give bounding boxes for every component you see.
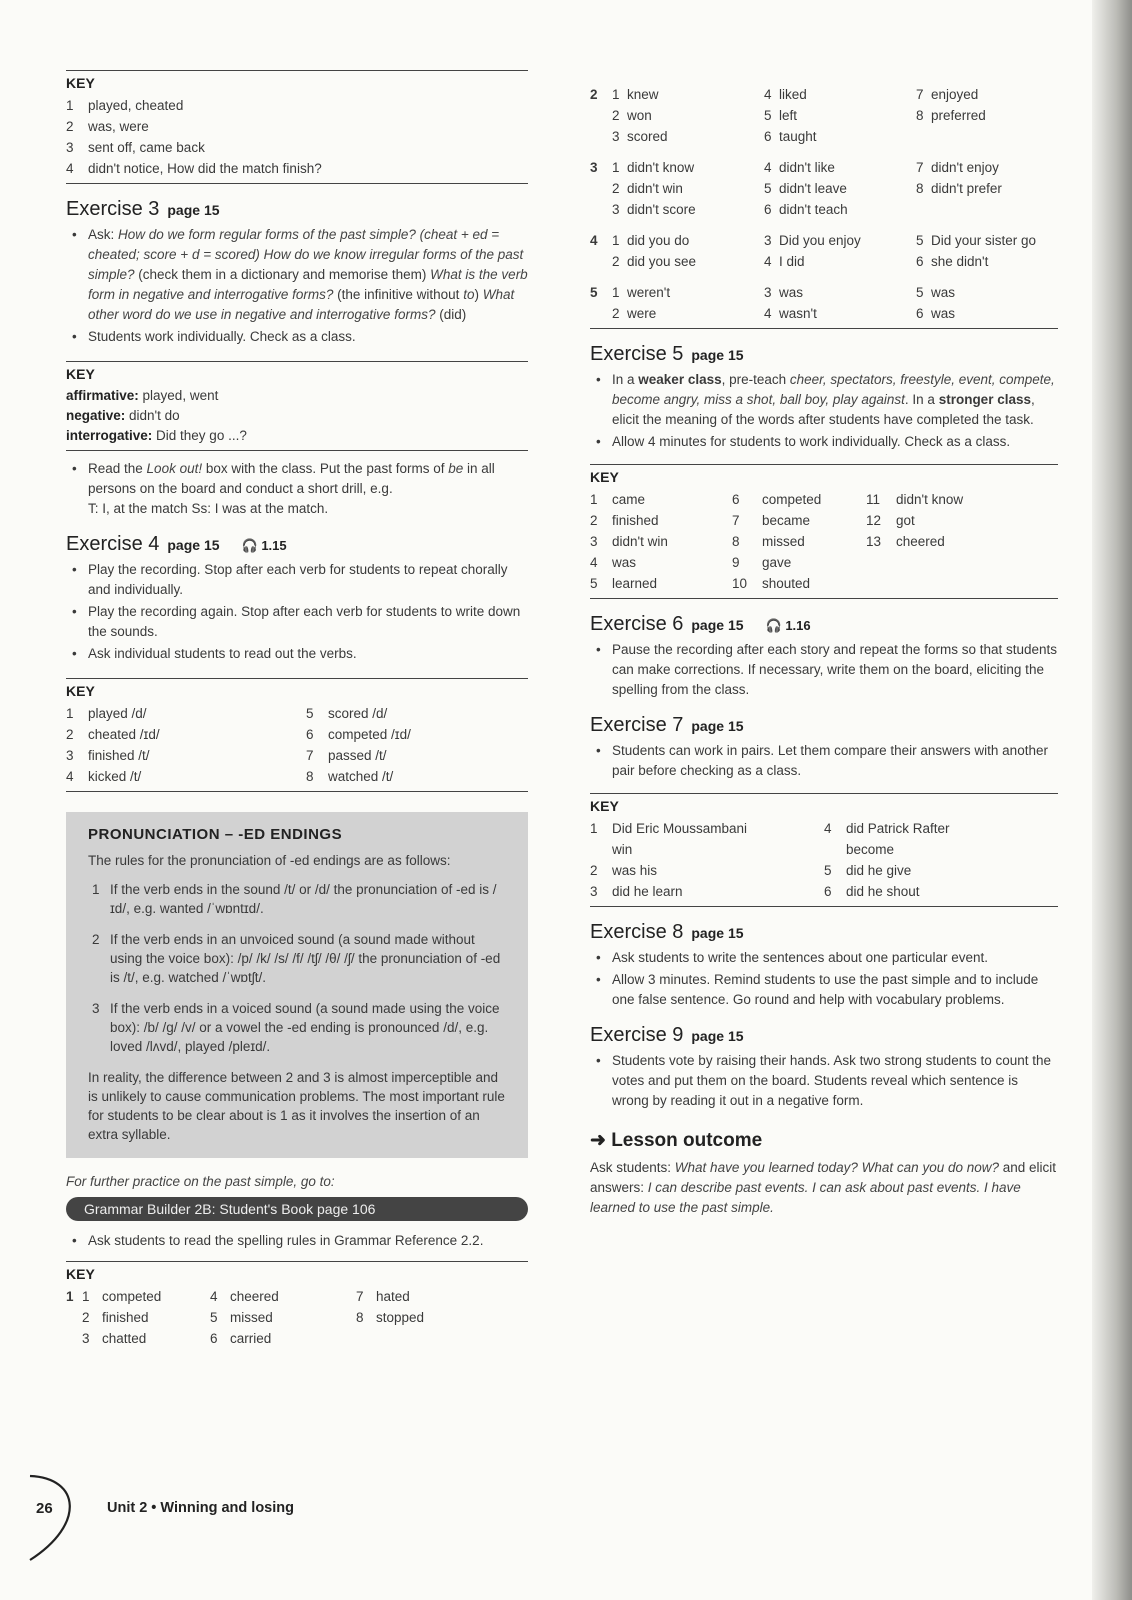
table-row bbox=[590, 84, 1058, 105]
key-label: KEY bbox=[66, 75, 95, 91]
key-cell: 6 taught bbox=[764, 129, 817, 144]
key-label: KEY bbox=[66, 1266, 95, 1282]
key-table: 1 Did Eric Moussambani 4 did Patrick Rafter win become 2 was his 5 did he give 3 did he learn 6 did he shout bbox=[590, 821, 950, 899]
list-item: 1 If the verb ends in the sound /t/ or /d/ the pronunciation of -ed is /ɪd/, e.g. wanted /ˈwɒntɪd/. bbox=[92, 882, 497, 916]
exercise-5-heading: Exercise 5 page 15 bbox=[590, 343, 744, 365]
exercise-4-heading: Exercise 4 page 15 🎧 1.15 bbox=[66, 533, 287, 555]
list-item: 2 was, were bbox=[66, 119, 149, 134]
section-number: 2 bbox=[590, 87, 598, 102]
list-item: • Ask: How do we form regular forms of the past simple? (cheat + ed = cheated; score + d = scored) How do we know irregular forms of the past simple? (check them in a dictionary and memorise them) What is the verb form in negative and interrogative forms? (the infinitive without to) What other word do we use in negative and interrogative forms? (did) bbox=[66, 225, 528, 325]
key-cell: 7 enjoyed bbox=[916, 87, 979, 102]
list-item: • Students vote by raising their hands. Ask two strong students to count the votes and put them on the board. Students reveal which sentence is wrong by reading it out in a negative form. bbox=[590, 1051, 1058, 1111]
section-number bbox=[590, 303, 612, 324]
key-cell: 5 left bbox=[764, 108, 798, 123]
section-number bbox=[590, 126, 612, 157]
exercise-4-bullets bbox=[66, 560, 528, 664]
table-row bbox=[590, 105, 1058, 126]
key-cell: 3 Did you enjoy bbox=[764, 233, 861, 248]
exercise-6-bullets bbox=[590, 640, 1058, 700]
list-item: 3 sent off, came back bbox=[66, 140, 205, 155]
section-number: 4 bbox=[590, 233, 598, 248]
section-number bbox=[590, 178, 612, 199]
list-item: • Allow 3 minutes. Remind students to use the past simple and to include one false sentence. Go round and help with vocabulary problems. bbox=[590, 970, 1058, 1010]
key-cell: 2 did you see bbox=[612, 254, 697, 269]
key-table: 1 came 6 competed 11 didn't know 2 finished 7 became 12 got 3 didn't win 8 missed 13 cheered 4 was 9 gave 5 learned 10 shouted bbox=[590, 492, 964, 591]
pronunciation-outro: In reality, the difference between 2 and 3 is almost imperceptible and is unlikely to cause communication problems. The most important rule for students to be clear about is 1 as it involves the insertion of an extra syllable. bbox=[88, 1070, 505, 1142]
table-row bbox=[590, 126, 1058, 157]
table-row bbox=[590, 251, 1058, 282]
list-item: • Ask students to write the sentences about one particular event. bbox=[590, 948, 1058, 968]
page-edge-shadow bbox=[1092, 0, 1132, 1600]
list-item: 3 If the verb ends in a voiced sound (a sound made using the voice box): /b/ /g/ /v/ or a vowel the -ed ending is pronounced /d/, e.g. loved /lʌvd/, played /pleɪd/. bbox=[92, 1001, 500, 1054]
exercise-8-bullets bbox=[590, 948, 1058, 1010]
section-number bbox=[590, 199, 612, 230]
key-cell: 3 scored bbox=[612, 129, 668, 144]
list-item: 1 played, cheated bbox=[66, 98, 184, 113]
key-cell bbox=[916, 199, 1058, 230]
exercise-7-bullets bbox=[590, 741, 1058, 781]
lesson-outcome-heading: ➜ Lesson outcome bbox=[590, 1130, 763, 1151]
list-item: • Play the recording. Stop after each verb for students to repeat chorally and individually. bbox=[66, 560, 528, 600]
list-item: • Read the Look out! box with the class. Put the past forms of be in all persons on the board and conduct a short drill, e.g. T: I, at the match Ss: I was at the match. bbox=[66, 459, 528, 519]
key-cell: 4 I did bbox=[764, 254, 805, 269]
exercise-8-heading: Exercise 8 page 15 bbox=[590, 921, 744, 943]
exercise-6-heading: Exercise 6 page 15 🎧 1.16 bbox=[590, 613, 811, 635]
key-cell: 2 didn't win bbox=[612, 181, 683, 196]
key-negative: negative: didn't do bbox=[66, 408, 180, 423]
pronunciation-box bbox=[66, 812, 528, 1158]
table-row bbox=[590, 230, 1058, 251]
page-number: 26 bbox=[36, 1500, 53, 1517]
exercise-9-bullets bbox=[590, 1051, 1058, 1111]
key-cell: 6 she didn't bbox=[916, 254, 989, 269]
headphones-icon: 🎧 bbox=[241, 538, 258, 553]
right-column bbox=[590, 84, 1058, 1218]
key-cell: 4 didn't like bbox=[764, 160, 835, 175]
list-item: • Play the recording again. Stop after each verb for students to write down the sounds. bbox=[66, 602, 528, 642]
page-corner-swoosh bbox=[0, 1468, 120, 1568]
look-out-bullets bbox=[66, 459, 528, 519]
key-interrogative: interrogative: Did they go ...? bbox=[66, 428, 247, 443]
unit-title: Unit 2 • Winning and losing bbox=[107, 1500, 294, 1516]
key-list bbox=[66, 95, 528, 179]
table-row bbox=[590, 303, 1058, 324]
further-practice: For further practice on the past simple, go to: bbox=[66, 1174, 335, 1189]
key-cell: 6 didn't teach bbox=[764, 202, 848, 217]
key-cell: 4 liked bbox=[764, 87, 807, 102]
key-cell: 1 knew bbox=[612, 87, 659, 102]
grammar-builder-link[interactable]: Grammar Builder 2B: Student's Book page 106 bbox=[66, 1197, 528, 1221]
page-footer bbox=[0, 1468, 400, 1568]
key-label: KEY bbox=[66, 683, 95, 699]
pronunciation-title: PRONUNCIATION – -ED ENDINGS bbox=[88, 826, 343, 843]
section-number: 3 bbox=[590, 160, 598, 175]
section-number bbox=[590, 105, 612, 126]
table-row bbox=[590, 282, 1058, 303]
arrow-right-icon: ➜ bbox=[590, 1130, 606, 1151]
exercise-3-heading: Exercise 3 page 15 bbox=[66, 198, 220, 220]
exercise-7-heading: Exercise 7 page 15 bbox=[590, 714, 744, 736]
exercise-9-heading: Exercise 9 page 15 bbox=[590, 1024, 744, 1046]
key-cell: 5 didn't leave bbox=[764, 181, 847, 196]
list-item: • Allow 4 minutes for students to work individually. Check as a class. bbox=[590, 432, 1058, 452]
key-cell: 8 preferred bbox=[916, 108, 986, 123]
section-number bbox=[590, 251, 612, 282]
lesson-outcome-text: Ask students: What have you learned today? What can you do now? and elicit answers: I can describe past events. I can ask about past events. I have learned to use the past simple. bbox=[590, 1160, 1057, 1215]
headphones-icon: 🎧 bbox=[765, 618, 782, 633]
key-table: 1 played /d/ 5 scored /d/ 2 cheated /ɪd/ 6 competed /ɪd/ 3 finished /t/ 7 passed /t/ 4 kicked /t/ 8 watched /t/ bbox=[66, 706, 411, 784]
key-cell: 5 was bbox=[916, 285, 956, 300]
key-cell: 7 didn't enjoy bbox=[916, 160, 999, 175]
key-cell: 8 didn't prefer bbox=[916, 181, 1002, 196]
key-cell: 2 were bbox=[612, 306, 657, 321]
list-item: • Pause the recording after each story and repeat the forms so that students can make corrections. If necessary, write them on the board, eliciting the spelling from the class. bbox=[590, 640, 1058, 700]
key-label: KEY bbox=[66, 366, 95, 382]
pronunciation-intro: The rules for the pronunciation of -ed endings are as follows: bbox=[88, 853, 451, 868]
list-item: • Students work individually. Check as a class. bbox=[66, 327, 528, 347]
key-cell: 6 was bbox=[916, 306, 956, 321]
top-key-table bbox=[590, 84, 1058, 324]
key-cell: 1 weren't bbox=[612, 285, 671, 300]
key-cell: 4 wasn't bbox=[764, 306, 817, 321]
key-label: KEY bbox=[590, 798, 619, 814]
key-cell: 5 Did your sister go bbox=[916, 233, 1037, 248]
exercise-3-bullets bbox=[66, 225, 528, 347]
list-item: • Students can work in pairs. Let them compare their answers with another pair before checking as a class. bbox=[590, 741, 1058, 781]
list-item: • Ask individual students to read out the verbs. bbox=[66, 644, 528, 664]
table-row bbox=[590, 157, 1058, 178]
key-cell: 1 did you do bbox=[612, 233, 690, 248]
key-cell: 1 didn't know bbox=[612, 160, 695, 175]
key-cell: 3 didn't score bbox=[612, 202, 696, 217]
table-row bbox=[590, 178, 1058, 199]
key-cell: 3 was bbox=[764, 285, 804, 300]
exercise-5-bullets bbox=[590, 370, 1058, 452]
spelling-bullets bbox=[66, 1231, 528, 1251]
list-item: 4 didn't notice, How did the match finish? bbox=[66, 161, 322, 176]
section-number: 5 bbox=[590, 285, 598, 300]
key-affirmative: affirmative: played, went bbox=[66, 388, 219, 403]
list-item: 2 If the verb ends in an unvoiced sound (a sound made without using the voice box): /p/ /k/ /s/ /f/ /tʃ/ /θ/ /ʃ/ the pronunciation of -ed is /t/, e.g. watched /ˈwɒtʃt/. bbox=[92, 932, 501, 985]
table-row bbox=[590, 199, 1058, 230]
list-item: • In a weaker class, pre-teach cheer, spectators, freestyle, event, compete, become angry, miss a shot, ball boy, play against. In a stronger class, elicit the meaning of the words after students have completed the task. bbox=[590, 370, 1058, 430]
key-label: KEY bbox=[590, 469, 619, 485]
left-column bbox=[66, 66, 528, 1349]
key-cell bbox=[916, 126, 1058, 157]
key-table: 1 1 competed 4 cheered 7 hated 2 finished 5 missed 8 stopped 3 chatted 6 carried bbox=[66, 1289, 425, 1346]
list-item: • Ask students to read the spelling rules in Grammar Reference 2.2. bbox=[66, 1231, 528, 1251]
key-cell: 2 won bbox=[612, 108, 652, 123]
